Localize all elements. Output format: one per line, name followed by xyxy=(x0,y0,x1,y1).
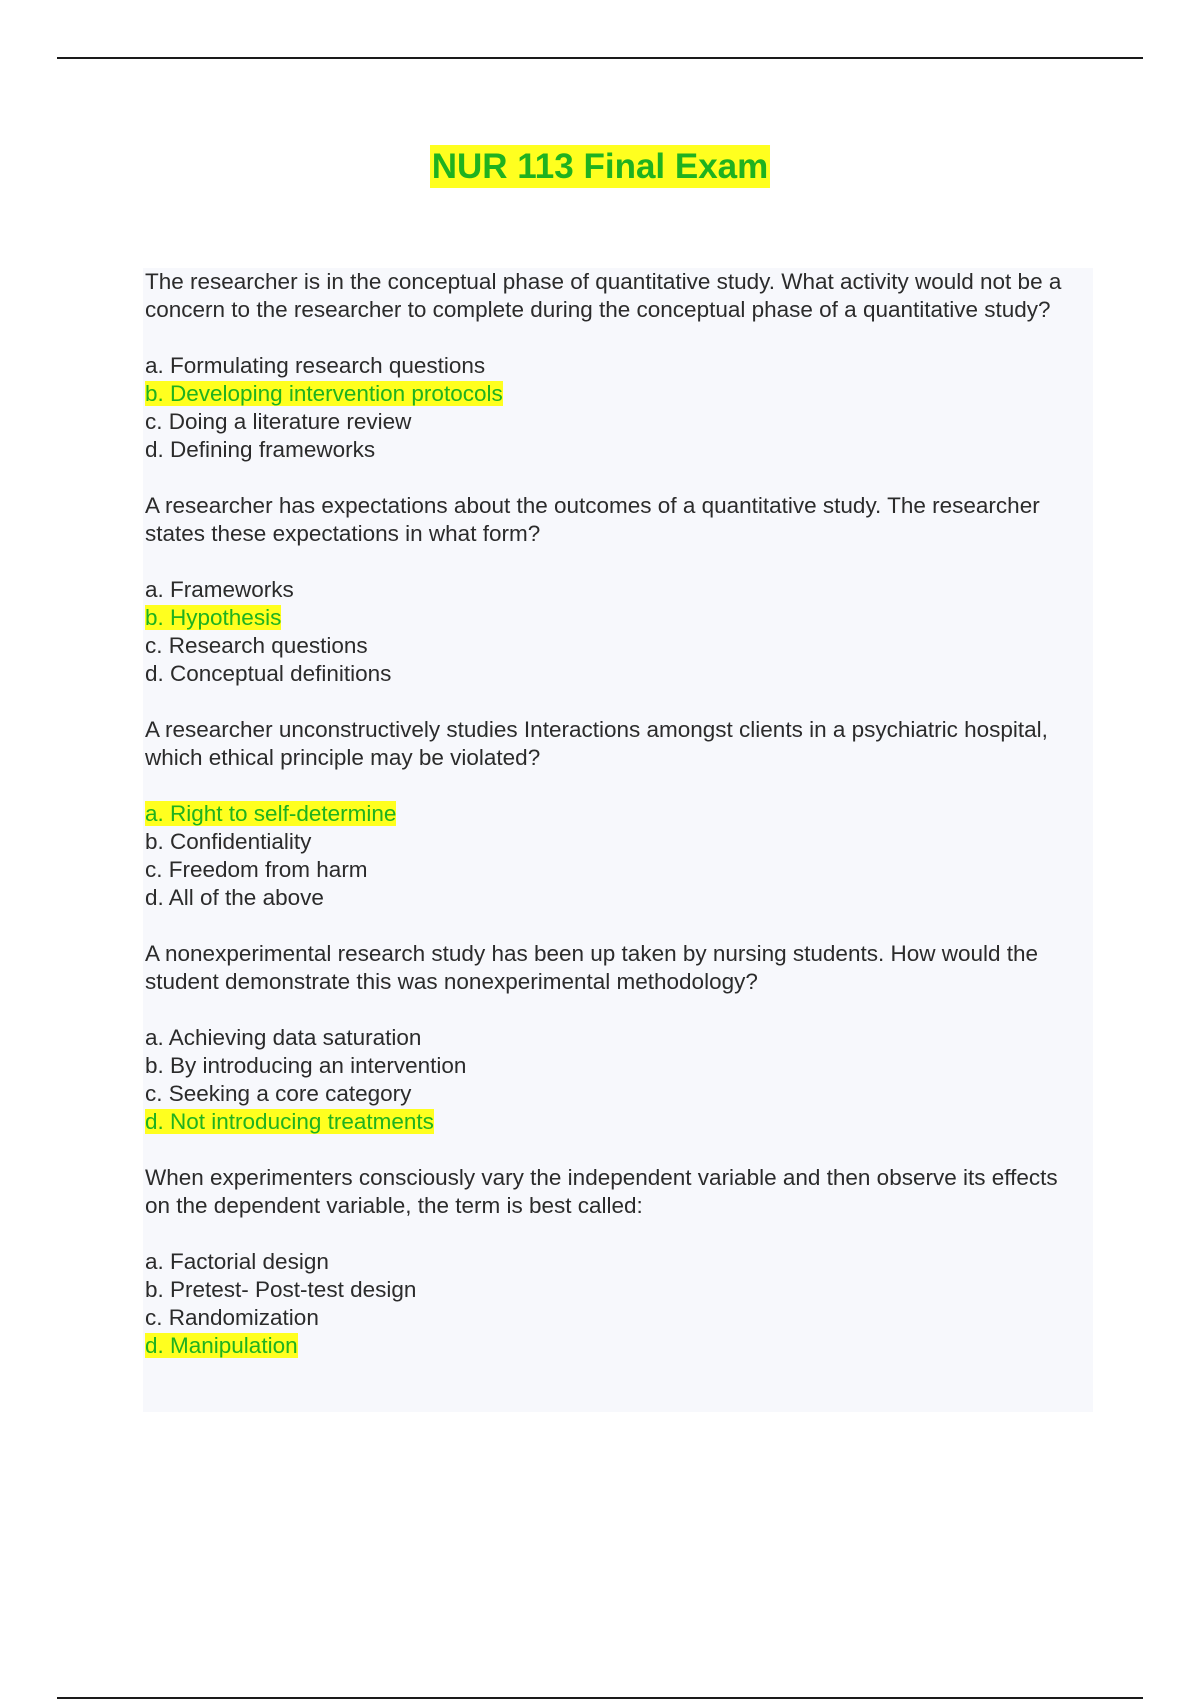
option-label: d. Conceptual definitions xyxy=(145,661,392,686)
highlighted-answer: b. Developing intervention protocols xyxy=(145,381,503,406)
option-item xyxy=(145,576,1085,604)
option-label: d. All of the above xyxy=(145,885,324,910)
highlighted-answer: d. Not introducing treatments xyxy=(145,1109,434,1134)
question-text: The researcher is in the conceptual phase of quantitative study. What activity would not be a concern to the researcher to complete during the conceptual phase of a quantitative study? xyxy=(145,269,1062,322)
option-list xyxy=(145,1248,1085,1360)
title-container xyxy=(0,145,1200,188)
option-item xyxy=(145,856,1085,884)
option-item xyxy=(145,1108,1085,1136)
question-block-2 xyxy=(145,492,1085,688)
option-label: a. Frameworks xyxy=(145,577,294,602)
top-rule xyxy=(57,57,1143,59)
question-list xyxy=(145,268,1085,1388)
question-block-3 xyxy=(145,716,1085,912)
document-title: NUR 113 Final Exam xyxy=(431,147,769,186)
option-item xyxy=(145,884,1085,912)
option-item xyxy=(145,1052,1085,1080)
question-block-4 xyxy=(145,940,1085,1136)
option-item xyxy=(145,1024,1085,1052)
option-item xyxy=(145,800,1085,828)
highlighted-answer: a. Right to self-determine xyxy=(145,801,397,826)
question-text: A researcher has expectations about the outcomes of a quantitative study. The researcher states these expectations in what form? xyxy=(145,493,1040,546)
option-item xyxy=(145,1248,1085,1276)
option-item xyxy=(145,352,1085,380)
option-label: c. Seeking a core category xyxy=(145,1081,412,1106)
option-item xyxy=(145,436,1085,464)
option-list xyxy=(145,576,1085,688)
option-label: b. Pretest- Post-test design xyxy=(145,1277,417,1302)
option-label: c. Doing a literature review xyxy=(145,409,412,434)
option-item xyxy=(145,1080,1085,1108)
option-item xyxy=(145,408,1085,436)
highlighted-answer: d. Manipulation xyxy=(145,1333,298,1358)
question-text: A nonexperimental research study has been up taken by nursing students. How would the student demonstrate this was nonexperimental methodology? xyxy=(145,941,1039,994)
option-label: a. Achieving data saturation xyxy=(145,1025,422,1050)
option-list xyxy=(145,800,1085,912)
option-item xyxy=(145,660,1085,688)
option-label: b. Confidentiality xyxy=(145,829,312,854)
option-label: a. Factorial design xyxy=(145,1249,329,1274)
option-list xyxy=(145,352,1085,464)
question-block-1 xyxy=(145,268,1085,464)
option-label: a. Formulating research questions xyxy=(145,353,486,378)
option-item xyxy=(145,1332,1085,1360)
option-list xyxy=(145,1024,1085,1136)
option-label: c. Research questions xyxy=(145,633,368,658)
question-text: When experimenters consciously vary the independent variable and then observe its effects on the dependent variable, the term is best called: xyxy=(145,1165,1058,1218)
option-item xyxy=(145,604,1085,632)
option-label: d. Defining frameworks xyxy=(145,437,376,462)
option-label: b. By introducing an intervention xyxy=(145,1053,467,1078)
option-label: c. Randomization xyxy=(145,1305,319,1330)
option-item xyxy=(145,1304,1085,1332)
option-item xyxy=(145,1276,1085,1304)
option-item xyxy=(145,632,1085,660)
question-text: A researcher unconstructively studies Interactions amongst clients in a psychiatric hospital, which ethical principle may be violated? xyxy=(145,717,1048,770)
option-label: c. Freedom from harm xyxy=(145,857,368,882)
highlighted-answer: b. Hypothesis xyxy=(145,605,282,630)
option-item xyxy=(145,380,1085,408)
question-block-5 xyxy=(145,1164,1085,1360)
option-item xyxy=(145,828,1085,856)
bottom-rule xyxy=(57,1697,1143,1699)
